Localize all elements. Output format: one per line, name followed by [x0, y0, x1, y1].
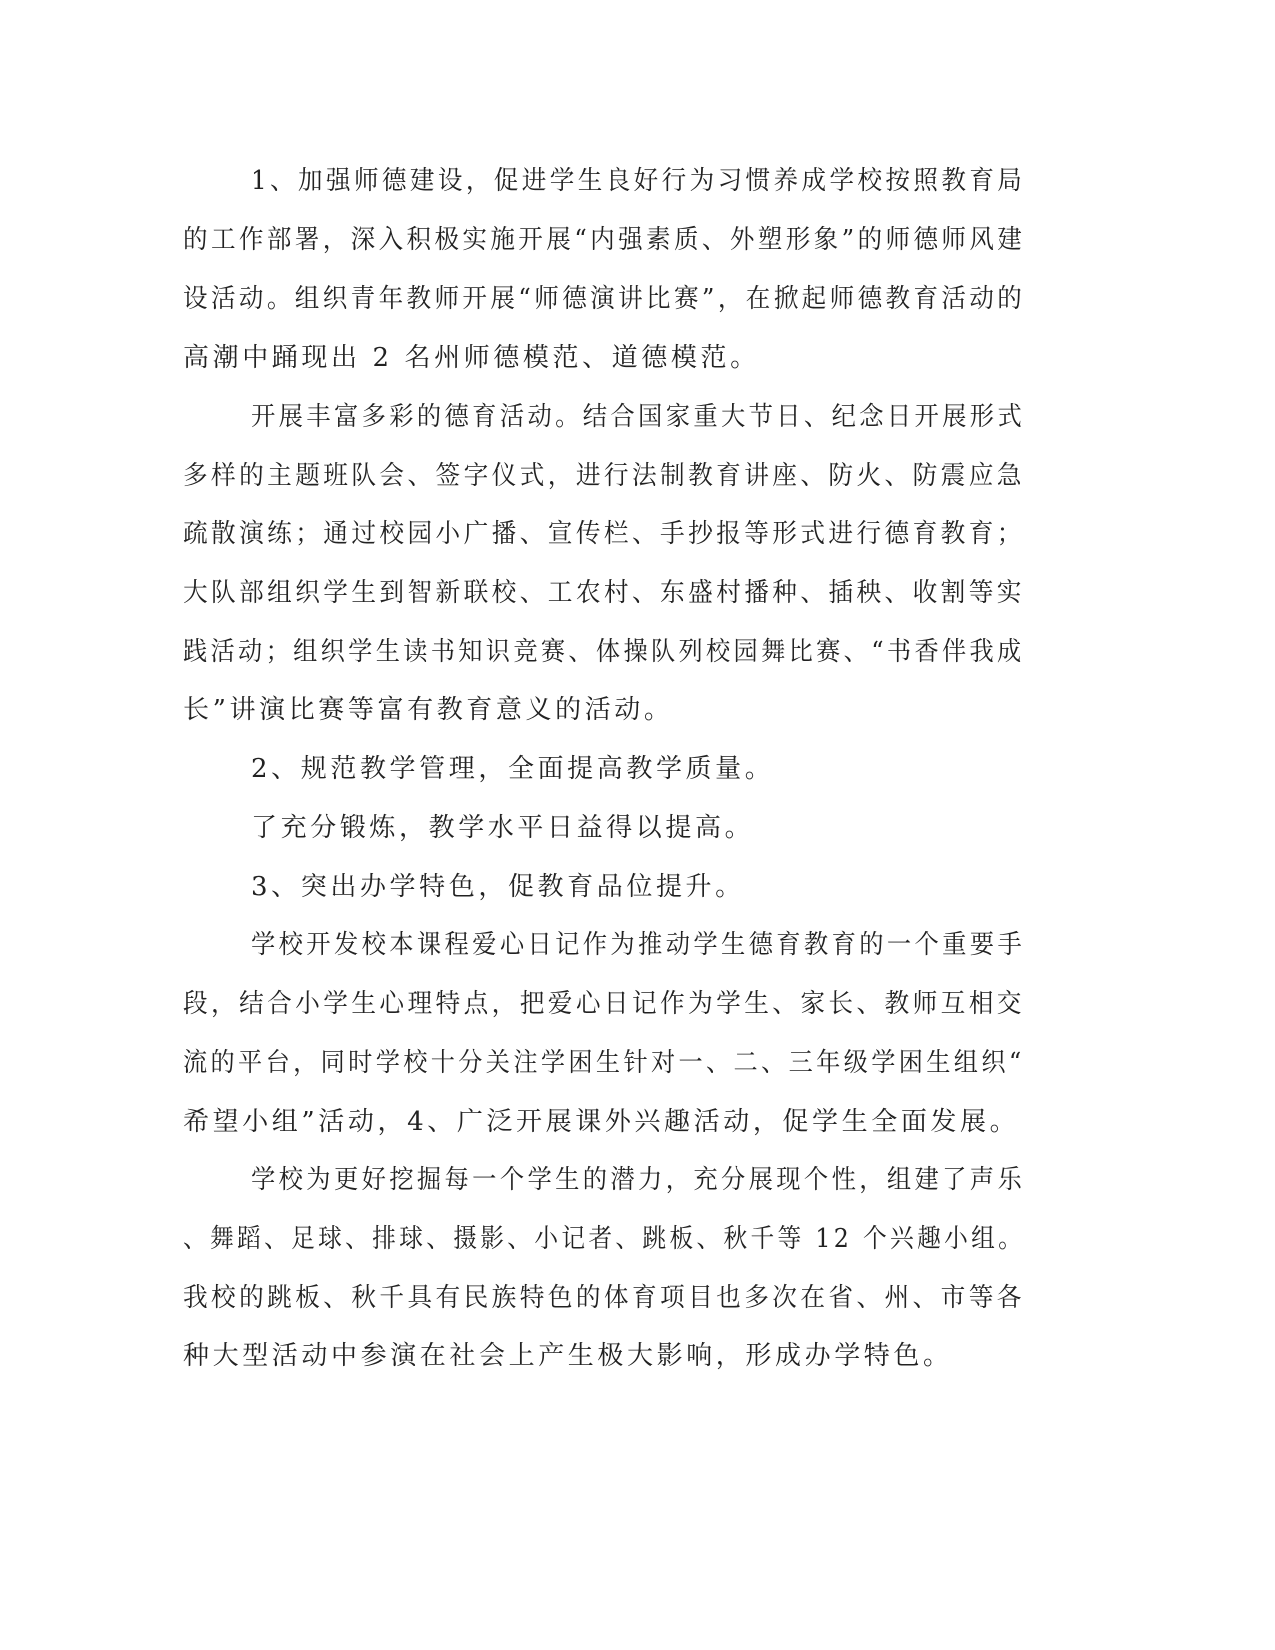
- heading-3: 3、突出办学特色，促教育品位提升。: [251, 872, 745, 902]
- paragraph-4-line-2: 段，结合小学生心理特点，把爱心日记作为学生、家长、教师互相交: [183, 989, 1025, 1019]
- paragraph-2-line-2: 多样的主题班队会、签字仪式，进行法制教育讲座、防火、防震应急: [183, 461, 1025, 491]
- paragraph-4-line-4: 希望小组”活动，4、广泛开展课外兴趣活动，促学生全面发展。: [183, 1107, 1020, 1137]
- paragraph-2-line-6: 长”讲演比赛等富有教育意义的活动。: [183, 695, 674, 725]
- paragraph-1-line-4: 高潮中踊现出 2 名州师德模范、道德模范。: [183, 343, 760, 373]
- paragraph-4-line-1: 学校开发校本课程爱心日记作为推动学生德育教育的一个重要手: [251, 930, 1026, 960]
- paragraph-2-line-1: 开展丰富多彩的德育活动。结合国家重大节日、纪念日开展形式: [251, 402, 1026, 432]
- paragraph-2-line-4: 大队部组织学生到智新联校、工农村、东盛村播种、插秧、收割等实: [183, 578, 1025, 608]
- heading-2: 2、规范教学管理，全面提高教学质量。: [251, 754, 775, 784]
- paragraph-4-line-3: 流的平台，同时学校十分关注学困生针对一、二、三年级学困生组织“: [183, 1048, 1025, 1078]
- paragraph-2-line-5: 践活动；组织学生读书知识竞赛、体操队列校园舞比赛、“书香伴我成: [183, 637, 1025, 667]
- paragraph-5-line-1: 学校为更好挖掘每一个学生的潜力，充分展现个性，组建了声乐: [251, 1165, 1026, 1195]
- paragraph-5-line-2: 、舞蹈、足球、排球、摄影、小记者、跳板、秋千等 12 个兴趣小组。: [183, 1224, 1026, 1254]
- paragraph-2-line-3: 疏散演练；通过校园小广播、宣传栏、手抄报等形式进行德育教育；: [183, 519, 1025, 549]
- paragraph-1-line-2: 的工作部署，深入积极实施开展“内强素质、外塑形象”的师德师风建: [183, 225, 1026, 255]
- paragraph-3-line-1: 了充分锻炼，教学水平日益得以提高。: [251, 813, 755, 843]
- paragraph-1-line-1: 1、加强师德建设，促进学生良好行为习惯养成学校按照教育局: [251, 166, 1026, 196]
- paragraph-5-line-4: 种大型活动中参演在社会上产生极大影响，形成办学特色。: [183, 1341, 953, 1371]
- paragraph-5-line-3: 我校的跳板、秋千具有民族特色的体育项目也多次在省、州、市等各: [183, 1283, 1025, 1313]
- paragraph-1-line-3: 设活动。组织青年教师开展“师德演讲比赛”，在掀起师德教育活动的: [183, 284, 1026, 314]
